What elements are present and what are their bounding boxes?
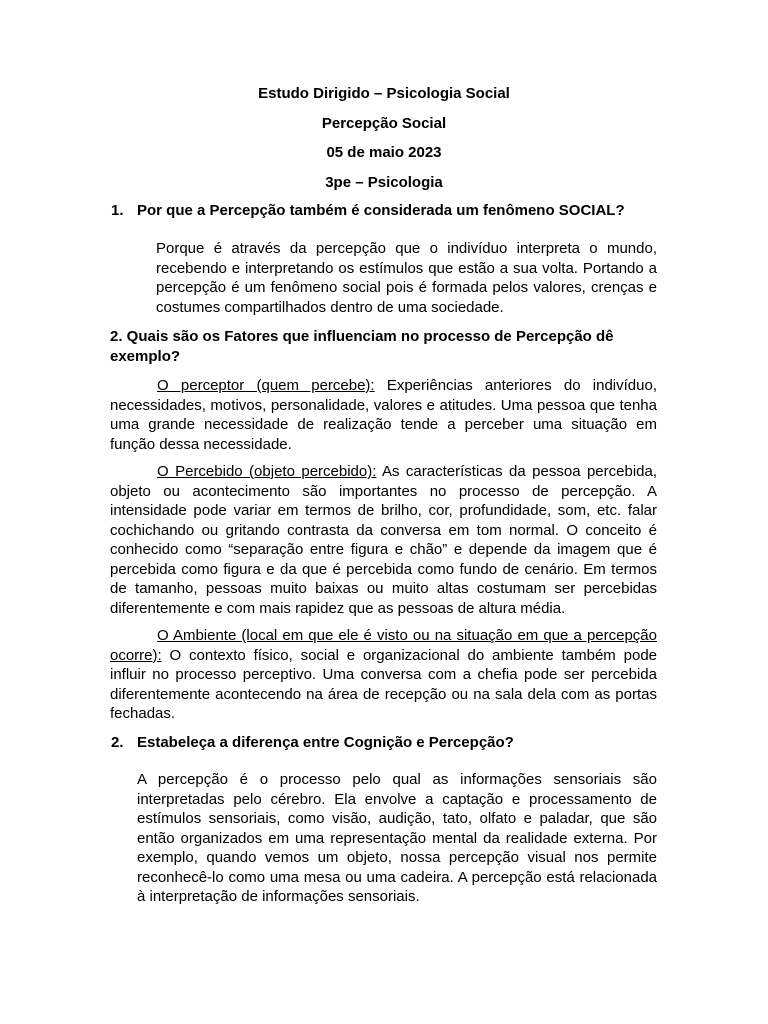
question-2 bbox=[110, 327, 650, 366]
document-subtitle: Percepção Social bbox=[321, 115, 447, 132]
factor-ambiente-text: O contexto físico, social e organizacional do ambiente também pode influir no processo perceptivo. Uma conversa com a chefia pode ser percebida diferentemente acontecendo na área de recepção ou na sala dela com as portas fechadas. bbox=[110, 646, 657, 722]
factor-percebido bbox=[110, 462, 657, 618]
factor-perceptor-label: O perceptor (quem percebe): bbox=[157, 377, 375, 394]
answer-3 bbox=[137, 770, 657, 907]
document-class: 3pe – Psicologia bbox=[325, 174, 443, 191]
factor-percebido-text: As características da pessoa percebida, objeto ou acontecimento são importantes no processo de percepção. A intensidade pode variar em termos de brilho, cor, profundidade, som, etc. falar cochichando ou gritando contrasta da conversa em tom normal. O conceito é conhecido como “separação entre figura e chão” e depende da imagem que é percebida como figura e da que é percebida como fundo de cenário. Em termos de tamanho, pessoas muito baixas ou muito altas costumam ser percebidas diferentemente e com mais rapidez que as pessoas de altura média. bbox=[110, 463, 658, 617]
document-title: Estudo Dirigido – Psicologia Social bbox=[258, 85, 510, 102]
factor-perceptor-text: Experiências anteriores do indivíduo, necessidades, motivos, personalidade, valores e atitudes. Uma pessoa que tenha uma grande necessidade de realização tende a perceber uma situação em função dessa necessidade. bbox=[110, 377, 657, 453]
question-1-text: Por que a Percepção também é considerada um fenômeno SOCIAL? bbox=[137, 202, 625, 219]
factor-perceptor bbox=[110, 376, 657, 454]
answer-1 bbox=[156, 239, 657, 317]
answer-1-text: Porque é através da percepção que o indivíduo interpreta o mundo, recebendo e interpretando os estímulos que estão a sua volta. Portando a percepção é um fenômeno social pois é formada pelos valores, crenças e costumes compartilhados dentro de uma sociedade. bbox=[156, 240, 657, 316]
question-1-number: 1. bbox=[111, 202, 124, 219]
question-2-text: 2. Quais são os Fatores que influenciam no processo de Percepção dê exemplo? bbox=[110, 328, 614, 365]
question-3-text: Estabeleça a diferença entre Cognição e Percepção? bbox=[137, 734, 514, 751]
question-1 bbox=[111, 201, 625, 221]
answer-3-text: A percepção é o processo pelo qual as informações sensoriais são interpretadas pelo cérebro. Ela envolve a captação e processamento de estímulos sensoriais, como visão, audição, tato, olfato e paladar, que são então organizados em uma representação mental da realidade externa. Por exemplo, quando vemos um objeto, nossa percepção visual nos permite reconhecê-lo como uma mesa ou uma cadeira. A percepção está relacionada à interpretação de informações sensoriais. bbox=[137, 771, 657, 905]
question-3-number: 2. bbox=[111, 734, 124, 751]
factor-ambiente bbox=[110, 626, 657, 724]
factor-ambiente-label: O Ambiente (local em que ele é visto ou na situação em que a percepção ocorre): bbox=[110, 627, 657, 664]
question-3 bbox=[111, 733, 514, 753]
factor-percebido-label: O Percebido (objeto percebido): bbox=[157, 463, 377, 480]
document-date: 05 de maio 2023 bbox=[326, 144, 442, 161]
